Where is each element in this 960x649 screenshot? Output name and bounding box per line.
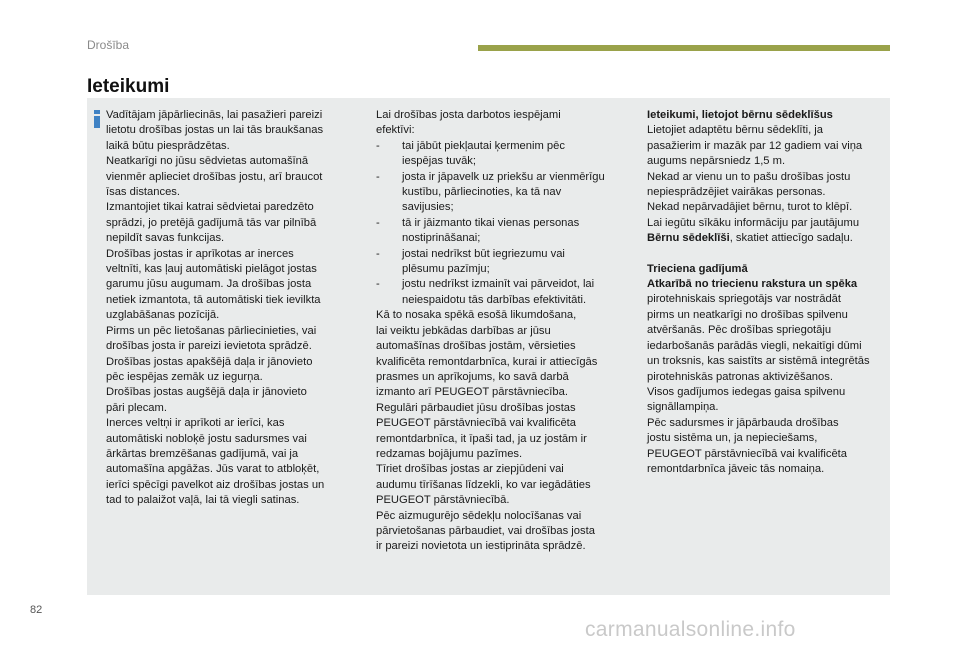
list-dash: -	[376, 170, 380, 183]
text-line: uzglabāšanas pozīcijā.	[106, 309, 220, 322]
text-line: izmanto arī PEUGEOT pārstāvniecība.	[376, 386, 568, 399]
text-line: automašīna apgāžas. Jūs varat to atbloķēt,	[106, 463, 320, 476]
text-line: Neatkarīgi no jūsu sēdvietas automašīnā	[106, 155, 309, 168]
list-item	[376, 216, 616, 247]
column-effectiveness	[376, 108, 616, 555]
text-line: remontdarbnīca, it īpaši tad, ja uz jostām ir	[376, 432, 587, 445]
text-line: Nekad ar vienu un to pašu drošības jostu	[647, 170, 851, 183]
text-line: automašīnas drošības jostām, vērsieties	[376, 340, 576, 353]
text-line: Lai iegūtu sīkāku informāciju par jautājumu	[647, 216, 860, 229]
impact-heading: Trieciena gadījumā	[647, 262, 748, 275]
text-line: Lai drošības josta darbotos iespējami	[376, 109, 561, 121]
list-item-line: iespējas tuvāk;	[402, 155, 477, 168]
text-line: nepildīt savas funkcijas.	[106, 232, 225, 245]
text-line: Pēc aizmugurējo sēdekļu nolocīšanas vai	[376, 509, 582, 522]
text-line: Nekad nepārvadājiet bērnu, turot to klēpī.	[647, 201, 853, 214]
list-item-line: tai jābūt piekļautai ķermenim pēc	[402, 139, 565, 152]
watermark: carmanualsonline.info	[585, 618, 796, 641]
text-line: Drošības jostas ir aprīkotas ar inerces	[106, 247, 294, 260]
text-line: veltnīti, kas ļauj automātiski pielāgot jostas	[106, 263, 317, 276]
text-line: PEUGEOT pārstāvniecībā vai kvalificēta	[376, 417, 577, 430]
text-line: efektīvi:	[376, 124, 415, 137]
text-line: remontdarbnīca jāveic tās nomaiņa.	[647, 462, 825, 475]
text-line: ārkārtas bremzēšanas gadījumā, vai ja	[106, 447, 299, 460]
text-line: pārvietošanas pārbaudiet, vai drošības josta	[376, 524, 595, 537]
text-line: augums nepārsniedz 1,5 m.	[647, 155, 786, 168]
text-line: jostu sistēma un, ja nepieciešams,	[647, 432, 818, 445]
text-line: atvēršanās. Pēc drošības spriegotāju	[647, 324, 832, 337]
text-line: laikā būtu piesprādzētas.	[106, 139, 230, 152]
text-line: kvalificēta remontdarbnīca, kurai ir attiecīgās	[376, 355, 598, 368]
text-line: Drošības jostas apakšējā daļa ir jānovieto	[106, 355, 313, 368]
text-line: Pēc sadursmes ir jāpārbauda drošības	[647, 416, 839, 429]
list-item-line: tā ir jāizmanto tikai vienas personas	[402, 216, 580, 229]
text-line: lai veiktu jebkādas darbības ar jūsu	[376, 324, 551, 337]
text-line: un troksnis, kas saistīts ar sistēmā integrētās	[647, 355, 870, 368]
list-item	[376, 247, 616, 278]
section-label: Drošība	[87, 38, 130, 52]
text-line: Regulāri pārbaudiet jūsu drošības jostas	[376, 401, 576, 414]
text-line: pirotehniskās patronas aktivizēšanos.	[647, 370, 833, 383]
list-dash: -	[376, 139, 380, 152]
text-line: garumu jūsu augumam. Ja drošības josta	[106, 278, 312, 291]
list-item-line: neiespaidotu tās darbības efektivitāti.	[402, 293, 587, 306]
text-line: Inerces veltņi ir aprīkoti ar ierīci, kas	[106, 417, 285, 430]
text-line: lietotu drošības jostas un lai tās braukšanas	[106, 124, 324, 137]
text-line: vienmēr aplieciet drošības jostu, arī braucot	[106, 170, 323, 183]
text-line: automātiski nobloķē jostu sadursmes vai	[106, 432, 307, 445]
list-dash: -	[376, 247, 380, 260]
list-item	[376, 170, 616, 216]
text-line: Vadītājam jāpārliecinās, lai pasažieri pareizi	[106, 109, 323, 121]
text-line: tad to palaižot vaļā, lai tā viegli satinas.	[106, 494, 300, 507]
text-line: Kā to nosaka spēkā esošā likumdošana,	[376, 309, 577, 322]
text-line: sprādzi, jo pretējā gadījumā tās var pilnībā	[106, 216, 317, 229]
text-line: PEUGEOT pārstāvniecībā.	[376, 494, 510, 507]
text-line: pirotehniskais spriegotājs var nostrādāt	[647, 293, 842, 306]
list-item-line: jostu nedrīkst izmainīt vai pārveidot, lai	[402, 278, 595, 291]
child-seat-reference: Bērnu sēdeklīši, skatiet attiecīgo sadaļu.	[647, 232, 853, 245]
column-general-advice	[106, 108, 351, 509]
page-number: 82	[30, 604, 43, 616]
text-line: PEUGEOT pārstāvniecībā vai kvalificēta	[647, 447, 848, 460]
text-line: redzamas bojājumu pazīmes.	[376, 447, 523, 460]
text-line: Lietojiet adaptētu bērnu sēdeklīti, ja	[647, 124, 824, 137]
list-item-line: jostai nedrīkst būt iegriezumu vai	[402, 247, 565, 260]
list-dash: -	[376, 216, 380, 229]
text-line: Izmantojiet tikai katrai sēdvietai paredzēto	[106, 201, 314, 214]
list-item-line: plēsumu pazīmju;	[402, 263, 490, 276]
text-line: netiek izmantota, tā automātiski tiek ievilkta	[106, 293, 321, 306]
text-line: ierīci spēcīgi pavelkot aiz drošības jostas un	[106, 478, 325, 491]
impact-subheading: Atkarībā no triecienu rakstura un spēka	[647, 278, 858, 291]
list-item-line: savijusies;	[402, 201, 454, 214]
text-line: iedarbošanās parādās viegli, nekaitīgi dūmi	[647, 339, 862, 352]
text-line: Tīriet drošības jostas ar ziepjūdeni vai	[376, 463, 564, 476]
text-line: prasmes un aprīkojums, ko savā darbā	[376, 370, 569, 383]
text-line: Drošības jostas augšējā daļa ir jānovieto	[106, 386, 307, 399]
info-icon	[93, 110, 101, 128]
text-line: drošības josta ir pareizi ievietota sprādzē.	[106, 340, 312, 353]
list-item	[376, 277, 616, 308]
page-title: Ieteikumi	[87, 76, 170, 97]
list-item-line: kustību, pārliecinoties, ka tā nav	[402, 186, 562, 199]
child-seat-reference-link: Bērnu sēdeklīši	[647, 232, 730, 245]
text-line: īsas distances.	[106, 186, 180, 199]
column-children-impact	[647, 108, 887, 477]
text-line: Pirms un pēc lietošanas pārliecinieties, vai	[106, 324, 317, 337]
list-item	[376, 139, 616, 170]
header-bar	[478, 45, 890, 51]
text-line: nepiesprādzējiet vairākas personas.	[647, 186, 826, 199]
list-item-line: josta ir jāpavelk uz priekšu ar vienmērīgu	[402, 170, 605, 183]
text-line: pāri plecam.	[106, 401, 167, 414]
text-line: Visos gadījumos iedegas gaisa spilvenu	[647, 385, 846, 398]
text-line: pēc iespējas zemāk uz iegurņa.	[106, 370, 263, 383]
child-seat-heading: Ieteikumi, lietojot bērnu sēdeklīšus	[647, 109, 833, 121]
text-line: ir pareizi novietota un iestiprināta sprādzē.	[376, 540, 586, 553]
list-dash: -	[376, 278, 380, 291]
list-item-line: nostiprināšanai;	[402, 232, 481, 245]
text-line: signāllampiņa.	[647, 401, 719, 414]
text-line: pirms un neatkarīgi no drošības spilvenu	[647, 308, 848, 321]
text-line: audumu tīrīšanas līdzekli, ko var iegādāties	[376, 478, 591, 491]
text-line: pasažierim ir mazāk par 12 gadiem vai viņa	[647, 139, 863, 152]
